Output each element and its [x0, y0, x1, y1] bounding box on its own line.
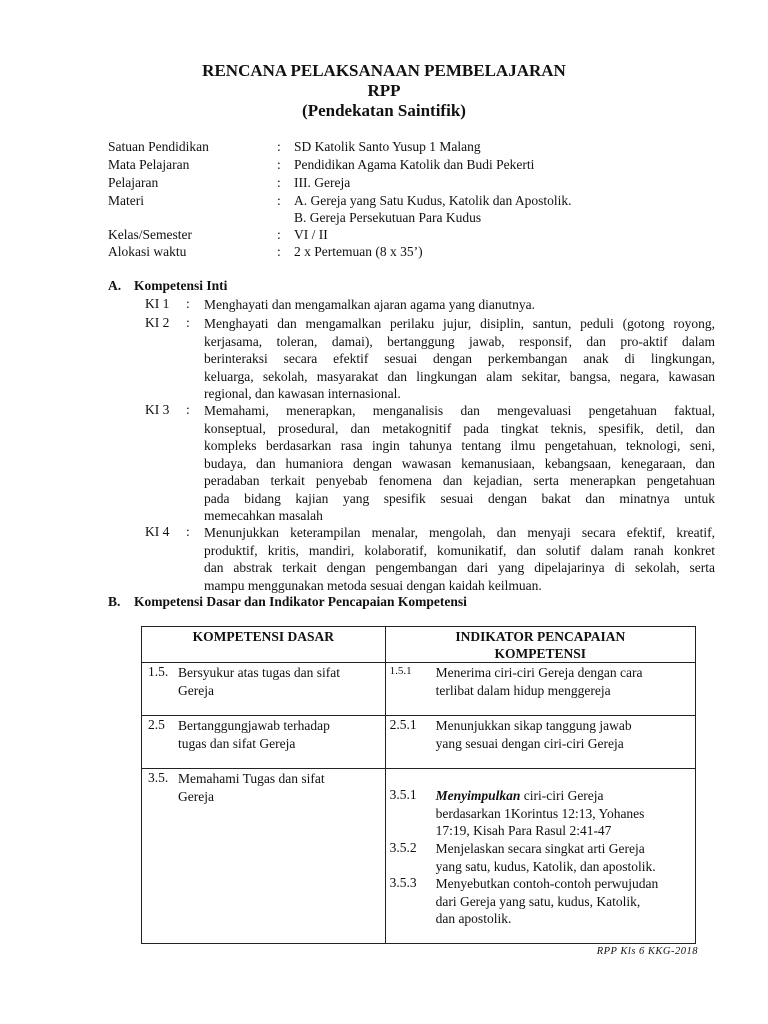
- indicator-text: [436, 840, 656, 875]
- info-value: III. Gereja: [294, 175, 351, 190]
- ki-line: produktif, kritis, mandiri, kolaboratif, komunikatif, dan solutif dalam ranah konkret: [204, 542, 715, 558]
- ki-colon: :: [186, 402, 190, 417]
- indicator-number: 3.5.3: [389, 875, 417, 890]
- indicator-cell: [385, 769, 695, 944]
- info-label: Alokasi waktu: [108, 244, 187, 259]
- info-value: VI / II: [294, 227, 328, 242]
- ki-line: Memahami, menerapkan, menganalisis dan mengevaluasi pengetahuan faktual,: [204, 403, 715, 418]
- ki-line: keluarga, sekolah, masyarakat dan lingkungan alam sekitar, bangsa, negara, kawasan: [204, 368, 715, 384]
- indicator-line: Menerima ciri-ciri Gereja dengan cara: [435, 665, 643, 680]
- indicator-cell: [385, 716, 695, 769]
- kd-text: [178, 664, 340, 699]
- info-colon: :: [277, 175, 281, 190]
- info-label: Materi: [108, 193, 144, 208]
- ki-line: mampu menggunakan metoda sesuai dengan kaidah keilmuan.: [204, 577, 542, 593]
- ki-line: dan abstrak terkait dengan pengembangan dari yang dipelajarinya di sekolah, serta: [204, 560, 715, 575]
- kd-text: [178, 717, 330, 752]
- indicator-line: Menunjukkan sikap tanggung jawab: [435, 718, 632, 733]
- info-value-2: B. Gereja Persekutuan Para Kudus: [294, 210, 482, 225]
- indicator-line: Menjelaskan secara singkat arti Gereja: [435, 841, 645, 856]
- ki-line: berinteraksi secara efektif sesuai dengan perkembangan anak di lingkungan,: [204, 351, 715, 366]
- indicator-line: yang sesuai dengan ciri-ciri Gereja: [435, 735, 624, 751]
- kd-line: tugas dan sifat Gereja: [178, 735, 296, 751]
- indicator-line: yang satu, kudus, Katolik, dan apostolik.: [435, 858, 656, 874]
- ki-line: budaya, dan humaniora dengan wawasan kemanusiaan, kebangsaan, kenegaraan, dan: [204, 455, 715, 471]
- indicator-line: [436, 787, 645, 805]
- indicator-line: dari Gereja yang satu, kudus, Katolik,: [435, 893, 641, 909]
- ki-line: peradaban terkait penyebab fenomena dan kejadian, serta menerapkan pengetahuan: [204, 473, 715, 488]
- header-indicator-line1: INDIKATOR PENCAPAIAN: [455, 629, 626, 644]
- kd-line: Bertanggungjawab terhadap: [178, 718, 330, 733]
- section-letter: B.: [108, 594, 121, 609]
- indicator-text: [436, 875, 659, 928]
- indicator-line: berdasarkan 1Korintus 12:13, Yohanes: [435, 805, 645, 821]
- indicator-text: [436, 717, 632, 752]
- ki-line: memecahkan masalah: [204, 508, 323, 523]
- ki-text: [204, 296, 724, 314]
- info-colon: :: [277, 244, 281, 259]
- indicator-line-rest: ciri-ciri Gereja: [520, 788, 604, 803]
- table-row: [142, 769, 696, 944]
- indicator-line: Menyebutkan contoh-contoh perwujudan: [435, 876, 659, 891]
- info-label: Kelas/Semester: [108, 227, 192, 242]
- info-label: Pelajaran: [108, 175, 159, 190]
- kd-number: 2.5: [148, 717, 165, 732]
- indicator-line: dan apostolik.: [435, 911, 512, 926]
- indicator-text: [436, 787, 645, 840]
- table-row: [142, 663, 696, 716]
- indicator-number: 3.5.1: [389, 787, 417, 802]
- ki-line: pada bidang kajian yang spesifik sesuai dengan bakat dan minatnya untuk: [204, 490, 715, 506]
- kd-number: 1.5.: [148, 664, 169, 679]
- indicator-line: terlibat dalam hidup menggereja: [435, 682, 611, 698]
- indicator-number: 2.5.1: [389, 717, 417, 732]
- kd-text: [178, 770, 325, 805]
- ki-line: Menghayati dan mengamalkan perilaku jujur, disiplin, santun, peduli (gotong royong,: [204, 316, 715, 331]
- kd-cell: [142, 769, 386, 944]
- ki-colon: :: [186, 524, 190, 539]
- info-value: A. Gereja yang Satu Kudus, Katolik dan Apostolik.: [294, 193, 572, 208]
- info-value: SD Katolik Santo Yusup 1 Malang: [294, 139, 481, 154]
- section-title: Kompetensi Dasar dan Indikator Pencapaian Kompetensi: [134, 594, 467, 609]
- header-kd: [142, 627, 386, 663]
- info-value: Pendidikan Agama Katolik dan Budi Pekerti: [294, 157, 535, 172]
- info-colon: :: [277, 157, 281, 172]
- kd-indicator-table: [141, 626, 696, 944]
- indicator-number: 3.5.2: [389, 840, 417, 855]
- indicator-emphasis: Menyimpulkan: [435, 788, 521, 803]
- ki-text: [204, 402, 715, 525]
- ki-colon: :: [186, 315, 190, 330]
- kd-line: Gereja: [178, 788, 214, 804]
- section-letter: A.: [108, 278, 122, 293]
- header-kd-label: KOMPETENSI DASAR: [192, 629, 334, 644]
- info-colon: :: [277, 227, 281, 242]
- kd-line: Memahami Tugas dan sifat: [178, 771, 325, 786]
- header-indicator-line2: KOMPETENSI: [494, 646, 587, 661]
- ki-line: kerjasama, toleran, damai), bertanggung jawab, responsif, dan pro-aktif dalam: [204, 333, 715, 349]
- kd-cell: [142, 716, 386, 769]
- indicator-line: 17:19, Kisah Para Rasul 2:41-47: [435, 823, 612, 838]
- ki-line: konseptual, prosedural, dan metakognitif pada tingkat teknis, spesifik, detil, dan: [204, 420, 715, 436]
- header-indicator: [385, 627, 695, 663]
- doc-title: RENCANA PELAKSANAAN PEMBELAJARAN: [202, 61, 566, 80]
- kd-line: Gereja: [178, 682, 214, 698]
- info-label: Satuan Pendidikan: [108, 139, 209, 154]
- ki-line: regional, dan kawasan internasional.: [204, 386, 401, 401]
- ki-colon: :: [186, 296, 190, 311]
- ki-label: KI 1: [145, 296, 170, 311]
- doc-subtitle-approach: (Pendekatan Saintifik): [302, 101, 466, 120]
- ki-line: kompleks berdasarkan rasa ingin tahunya tentang ilmu pengetahuan, teknologi, seni,: [204, 438, 715, 453]
- section-title: Kompetensi Inti: [134, 278, 228, 293]
- kd-number: 3.5.: [148, 770, 169, 785]
- ki-line: Menunjukkan keterampilan menalar, mengolah, dan menyaji secara efektif, kreatif,: [204, 525, 715, 540]
- table-row: [142, 716, 696, 769]
- indicator-number: 1.5.1: [389, 665, 412, 677]
- info-colon: :: [277, 139, 281, 154]
- page-footer: RPP Kls 6 KKG-2018: [596, 946, 698, 957]
- info-value: 2 x Pertemuan (8 x 35’): [294, 244, 423, 259]
- kd-line: Bersyukur atas tugas dan sifat: [178, 665, 340, 680]
- info-label: Mata Pelajaran: [108, 157, 190, 172]
- ki-line: Menghayati dan mengamalkan ajaran agama yang dianutnya.: [204, 297, 535, 312]
- section-a-heading: [108, 278, 227, 294]
- indicator-cell: [385, 663, 695, 716]
- ki-label: KI 4: [145, 524, 170, 539]
- indicator-text: [436, 664, 643, 699]
- ki-label: KI 3: [145, 402, 170, 417]
- section-b-heading: [108, 594, 467, 610]
- table-header-row: [142, 627, 696, 663]
- ki-text: [204, 524, 715, 594]
- ki-text: [204, 315, 715, 403]
- kd-cell: [142, 663, 386, 716]
- doc-subtitle-rpp: RPP: [367, 81, 401, 100]
- info-colon: :: [277, 193, 281, 208]
- ki-label: KI 2: [145, 315, 170, 330]
